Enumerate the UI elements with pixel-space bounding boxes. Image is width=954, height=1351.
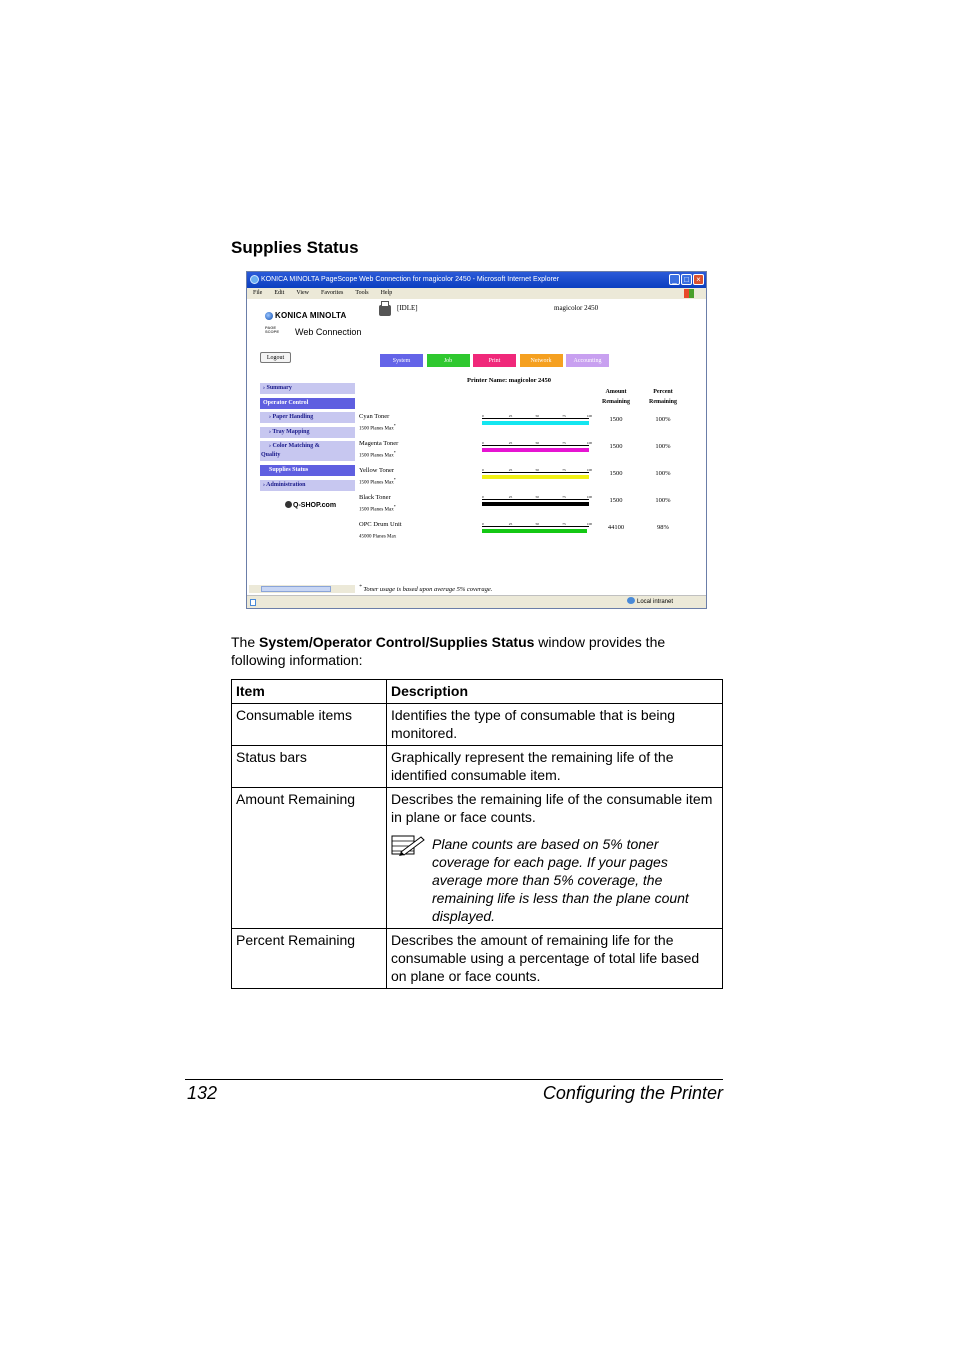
supply-name xyxy=(359,439,398,461)
supply-footnote-mark: * xyxy=(393,423,396,428)
close-button[interactable]: × xyxy=(693,274,704,285)
supply-level-bar xyxy=(482,448,589,452)
chapter-title: Configuring the Printer xyxy=(542,1083,723,1103)
windows-logo-icon xyxy=(684,289,694,298)
brand-logo: KONICA MINOLTA xyxy=(275,311,347,320)
horizontal-scrollbar[interactable] xyxy=(249,585,355,593)
status-bar-scale xyxy=(482,414,593,424)
scale-tick-label: 75 xyxy=(562,441,566,445)
supply-name xyxy=(359,493,396,515)
supply-capacity xyxy=(359,529,402,542)
scale-tick-label: 100 xyxy=(586,441,593,445)
supply-capacity-text: 1500 Planes Max xyxy=(359,507,394,513)
header-item: Item xyxy=(232,680,387,704)
percent-remaining-value: 100% xyxy=(655,416,671,423)
sidebar-item-administration[interactable]: › Administration xyxy=(260,480,355,491)
menu-bar xyxy=(247,288,706,299)
table-row xyxy=(232,788,723,929)
footer-divider xyxy=(185,1079,723,1080)
amount-remaining-value: 1500 xyxy=(609,470,623,477)
supply-level-bar xyxy=(482,421,589,425)
scale-axis-line xyxy=(482,472,589,473)
item-cell: Status bars xyxy=(232,746,387,788)
percent-remaining-value: 100% xyxy=(655,470,671,477)
tab-job[interactable]: Job xyxy=(426,353,471,368)
scale-tick-label: 50 xyxy=(535,522,539,526)
web-connection-label: Web Connection xyxy=(295,327,362,337)
amount-remaining-value: 1500 xyxy=(609,416,623,423)
qshop-logo[interactable]: Q-SHOP.com xyxy=(285,501,336,509)
status-bar-scale xyxy=(482,495,593,505)
status-bar-scale xyxy=(482,468,593,478)
supply-level-bar xyxy=(482,475,589,479)
description-cell: Describes the amount of remaining life for the consumable using a percentage of total life based on plane or face counts. xyxy=(387,929,723,989)
security-zone: Local intranet xyxy=(627,596,673,609)
page-icon xyxy=(250,599,256,606)
scale-tick-label: 75 xyxy=(562,414,566,418)
menu-edit[interactable]: Edit xyxy=(274,290,285,296)
sidebar-item-tray-mapping[interactable]: › Tray Mapping xyxy=(260,427,355,438)
sidebar-item-summary[interactable]: › Summary xyxy=(260,383,355,394)
scale-tick-label: 25 xyxy=(508,441,513,445)
supply-name xyxy=(359,412,396,434)
scale-tick-label: 100 xyxy=(586,522,593,526)
logout-button[interactable]: Logout xyxy=(260,352,291,363)
scale-tick-label: 0 xyxy=(482,495,484,499)
amount-remaining-value: 44100 xyxy=(607,524,625,531)
supply-footnote-mark: * xyxy=(393,450,396,455)
scale-axis-line xyxy=(482,445,589,446)
page-content xyxy=(247,299,706,594)
supply-label: Magenta Toner xyxy=(359,440,399,447)
section-title: Supplies Status xyxy=(231,238,359,257)
description-cell: Describes the remaining life of the consumable item in plane or face counts. Plane counts are based on 5% toner coverage for each page. If your pages average more than 5% coverage, the remaining life is less than the plane count displayed. xyxy=(387,788,723,929)
tab-system[interactable]: System xyxy=(379,353,424,368)
supply-capacity xyxy=(359,502,396,515)
supply-capacity xyxy=(359,475,396,488)
percent-remaining-value: 98% xyxy=(657,524,669,531)
minimize-button[interactable]: _ xyxy=(669,274,680,285)
scale-tick-label: 100 xyxy=(586,495,593,499)
table-row xyxy=(232,746,723,788)
scale-tick-label: 50 xyxy=(535,441,539,445)
browser-window-screenshot xyxy=(246,271,707,609)
printer-icon xyxy=(379,305,391,316)
scrollbar-thumb[interactable] xyxy=(261,586,331,592)
sidebar-item-paper-handling[interactable]: › Paper Handling xyxy=(260,412,355,423)
supply-capacity xyxy=(359,421,396,434)
table-row xyxy=(232,704,723,746)
scale-tick-label: 25 xyxy=(508,495,513,499)
tab-accounting[interactable]: Accounting xyxy=(565,353,610,368)
window-title: KONICA MINOLTA PageScope Web Connection for magicolor 2450 - Microsoft Internet Explorer xyxy=(261,276,560,283)
scale-tick-label: 0 xyxy=(482,468,484,472)
info-table xyxy=(231,679,723,989)
scale-tick-label: 75 xyxy=(562,468,566,472)
scale-tick-label: 75 xyxy=(562,522,566,526)
menu-favorites[interactable]: Favorites xyxy=(320,290,344,296)
intro-paragraph: The System/Operator Control/Supplies Status window provides the following information: xyxy=(231,634,666,668)
supply-footnote-mark: * xyxy=(393,477,396,482)
table-header-row xyxy=(232,680,723,704)
amount-remaining-value: 1500 xyxy=(609,497,623,504)
status-bar-scale xyxy=(482,441,593,451)
scale-axis-line xyxy=(482,418,589,419)
supply-footnote-mark: * xyxy=(393,504,396,509)
page-number: 132 xyxy=(187,1083,218,1103)
menu-help[interactable]: Help xyxy=(380,290,393,296)
supply-level-bar xyxy=(482,529,587,533)
printer-status: [IDLE] xyxy=(397,304,418,312)
menu-tools[interactable]: Tools xyxy=(355,290,369,296)
note-block: Plane counts are based on 5% toner coverage for each page. If your pages average more than 5% coverage, the remaining life is less than the plane count displayed. xyxy=(391,835,718,925)
supply-capacity-text: 1500 Planes Max xyxy=(359,480,394,486)
scale-tick-label: 25 xyxy=(508,468,513,472)
supply-label: Yellow Toner xyxy=(359,467,395,474)
menu-view[interactable]: View xyxy=(296,290,309,296)
scale-tick-label: 50 xyxy=(535,468,539,472)
supply-label: Black Toner xyxy=(359,494,391,501)
item-cell: Percent Remaining xyxy=(232,929,387,989)
note-pencil-icon xyxy=(391,835,425,857)
toner-note: * Toner usage is based upon average 5% coverage. xyxy=(359,584,493,594)
maximize-button[interactable]: □ xyxy=(681,274,692,285)
scale-tick-label: 100 xyxy=(586,468,593,472)
status-bar-scale xyxy=(482,522,593,532)
supply-capacity-text: 1500 Planes Max xyxy=(359,426,394,432)
scale-tick-label: 25 xyxy=(508,522,513,526)
sidebar-item-supplies-status[interactable]: Supplies Status xyxy=(260,465,355,476)
printer-name-label: Printer Name: magicolor 2450 xyxy=(467,377,552,384)
tab-print[interactable]: Print xyxy=(472,353,517,368)
col-amount-remaining: Amount Remaining xyxy=(601,389,630,405)
pagescope-logo: PAGE SCOPE xyxy=(265,325,280,334)
description-cell: Graphically represent the remaining life of the identified consumable item. xyxy=(387,746,723,788)
scale-tick-label: 75 xyxy=(562,495,566,499)
scale-axis-line xyxy=(482,499,589,500)
supply-capacity xyxy=(359,448,398,461)
scale-tick-label: 100 xyxy=(586,414,593,418)
status-bar xyxy=(247,595,706,608)
menu-file[interactable]: File xyxy=(253,290,263,296)
table-row xyxy=(232,929,723,989)
header-description: Description xyxy=(387,680,723,704)
col-percent-remaining: Percent Remaining xyxy=(648,389,677,405)
percent-remaining-value: 100% xyxy=(655,497,671,504)
scale-tick-label: 0 xyxy=(482,522,484,526)
description-cell: Identifies the type of consumable that is being monitored. xyxy=(387,704,723,746)
konica-minolta-logo-icon xyxy=(265,312,273,320)
supply-name xyxy=(359,520,402,542)
scale-axis-line xyxy=(482,526,589,527)
supply-label: Cyan Toner xyxy=(359,413,390,420)
scale-tick-label: 25 xyxy=(508,414,513,418)
internet-explorer-icon xyxy=(250,275,259,284)
window-titlebar xyxy=(247,272,706,288)
scale-tick-label: 50 xyxy=(535,414,539,418)
sidebar-item-operator-control[interactable]: Operator Control xyxy=(260,398,355,409)
supply-label: OPC Drum Unit xyxy=(359,521,402,528)
item-cell: Consumable items xyxy=(232,704,387,746)
supply-capacity-text: 45000 Planes Max xyxy=(359,534,397,540)
supply-capacity-text: 1500 Planes Max xyxy=(359,453,394,459)
scale-tick-label: 0 xyxy=(482,414,484,418)
scale-tick-label: 0 xyxy=(482,441,484,445)
scale-tick-label: 50 xyxy=(535,495,539,499)
item-cell: Amount Remaining xyxy=(232,788,387,929)
tab-network[interactable]: Network xyxy=(519,353,564,368)
amount-remaining-value: 1500 xyxy=(609,443,623,450)
supply-name xyxy=(359,466,396,488)
supply-level-bar xyxy=(482,502,589,506)
sidebar-item-color-matching[interactable]: › Color Matching & Quality xyxy=(260,441,355,461)
percent-remaining-value: 100% xyxy=(655,443,671,450)
printer-model: magicolor 2450 xyxy=(554,304,599,312)
